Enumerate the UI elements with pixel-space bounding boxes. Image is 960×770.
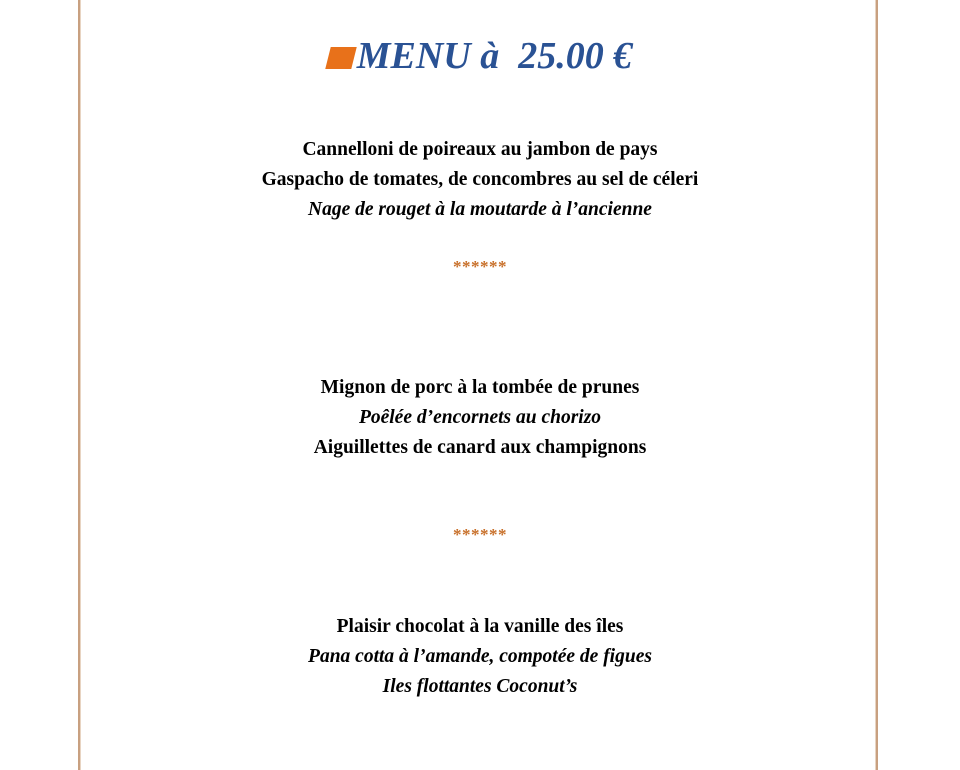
course-desserts (0, 612, 960, 702)
course-starters (0, 135, 960, 225)
menu-item: Gaspacho de tomates, de concombres au sel de céleri (261, 169, 699, 190)
menu-item: Pana cotta à l’amande, compotée de figues (308, 646, 652, 667)
menu-item: Aiguillettes de canard aux champignons (313, 437, 647, 458)
orange-square-bullet-icon (325, 47, 356, 69)
course-mains (0, 373, 960, 463)
menu-item: Mignon de porc à la tombée de prunes (320, 377, 640, 398)
menu-title (0, 32, 960, 80)
menu-item: Cannelloni de poireaux au jambon de pays (302, 139, 658, 160)
menu-item: Nage de rouget à la moutarde à l’ancienne (308, 199, 652, 220)
course-separator: ****** (453, 525, 507, 544)
menu-item: Plaisir chocolat à la vanille des îles (336, 616, 624, 637)
menu-item: Iles flottantes Coconut’s (382, 676, 578, 697)
course-separator: ****** (453, 257, 507, 276)
menu-item: Poêlée d’encornets au chorizo (358, 407, 602, 428)
menu-title-text: MENU à 25.00 € (356, 35, 633, 77)
